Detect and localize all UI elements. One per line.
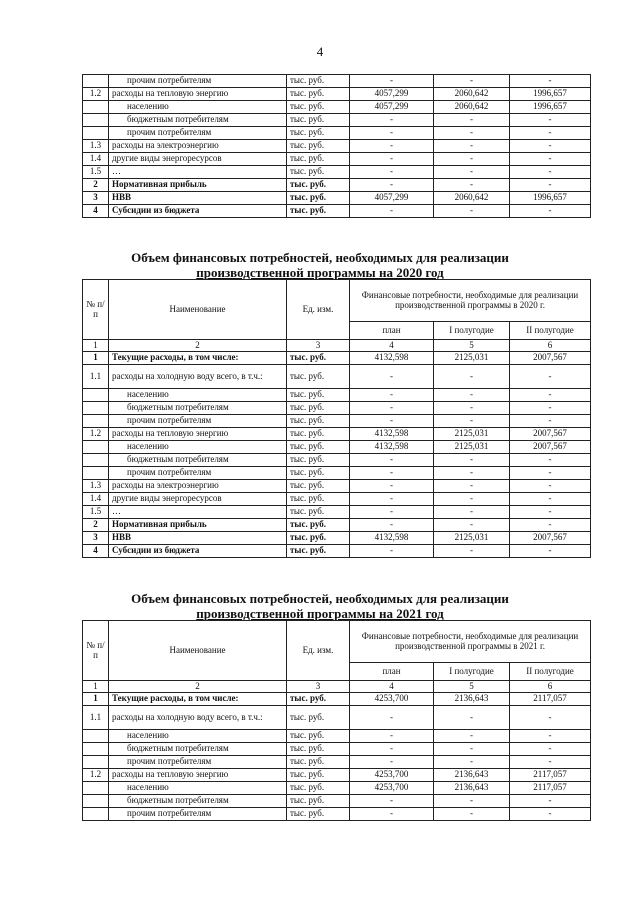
table-row — [83, 75, 591, 88]
cell-name: Текущие расходы, в том числе: — [109, 352, 287, 365]
cell-number — [83, 389, 109, 402]
cell-plan: - — [350, 179, 434, 192]
cell-unit: тыс. руб. — [287, 428, 350, 441]
cell-number: 1.1 — [83, 706, 109, 730]
cell-plan: - — [350, 808, 434, 821]
cell-plan: - — [350, 795, 434, 808]
cell-plan: - — [350, 756, 434, 769]
cell-number: 4 — [83, 545, 109, 558]
table-row — [83, 782, 591, 795]
cell-h1: - — [434, 795, 510, 808]
cell-unit: тыс. руб. — [287, 365, 350, 389]
cell-h1: - — [434, 480, 510, 493]
cell-name: населению — [109, 441, 287, 454]
cell-plan: - — [350, 743, 434, 756]
cell-number: 1.2 — [83, 769, 109, 782]
cell-unit: тыс. руб. — [287, 127, 350, 140]
cell-h1: 2125,031 — [434, 441, 510, 454]
cell-h2: 2007,567 — [510, 441, 591, 454]
cell-unit: тыс. руб. — [287, 389, 350, 402]
cell-unit: тыс. руб. — [287, 795, 350, 808]
cell-name: прочим потребителям — [109, 415, 287, 428]
page-number: 4 — [316, 44, 324, 59]
cell-plan: 4132,598 — [350, 532, 434, 545]
cell-h2: - — [510, 480, 591, 493]
cell-h1: - — [434, 743, 510, 756]
cell-plan: - — [350, 166, 434, 179]
header-name: Наименование — [109, 280, 287, 340]
cell-h1: 2060,642 — [434, 192, 510, 205]
cell-name: населению — [109, 782, 287, 795]
cell-h2: - — [510, 808, 591, 821]
cell-plan: - — [350, 389, 434, 402]
table-row — [83, 693, 591, 706]
cell-number: 2 — [83, 519, 109, 532]
table-row — [83, 532, 591, 545]
cell-h1: - — [434, 127, 510, 140]
header-financial-needs: Финансовые потребности, необходимые для реализации производственной программы в 2021 г. — [350, 621, 591, 663]
cell-unit: тыс. руб. — [287, 480, 350, 493]
section-2021-title — [0, 591, 640, 621]
cell-plan: - — [350, 140, 434, 153]
cell-plan: 4253,700 — [350, 693, 434, 706]
cell-unit: тыс. руб. — [287, 101, 350, 114]
cell-name: прочим потребителям — [109, 127, 287, 140]
cell-h2: - — [510, 114, 591, 127]
header-index: 1 — [83, 340, 109, 352]
header-unit: Ед. изм. — [287, 621, 350, 681]
cell-h2: - — [510, 519, 591, 532]
table-row — [83, 743, 591, 756]
cell-name: прочим потребителям — [109, 467, 287, 480]
cell-number — [83, 795, 109, 808]
title-line: производственной программы на 2021 год — [196, 606, 444, 621]
cell-name: бюджетным потребителям — [109, 454, 287, 467]
table-2021 — [82, 620, 591, 821]
header-index: 4 — [350, 340, 434, 352]
title-line: Объем финансовых потребностей, необходимых для реализации — [131, 250, 509, 265]
cell-h1: 2136,643 — [434, 769, 510, 782]
cell-h1: - — [434, 808, 510, 821]
header-no: № п/п — [83, 280, 109, 340]
cell-number — [83, 441, 109, 454]
cell-h2: 1996,657 — [510, 101, 591, 114]
header-plan: план — [350, 322, 434, 340]
cell-name: … — [109, 166, 287, 179]
cell-unit: тыс. руб. — [287, 532, 350, 545]
cell-name: бюджетным потребителям — [109, 402, 287, 415]
cell-h2: 2117,057 — [510, 769, 591, 782]
cell-plan: - — [350, 545, 434, 558]
cell-number — [83, 415, 109, 428]
cell-number: 1.4 — [83, 153, 109, 166]
cell-name: бюджетным потребителям — [109, 114, 287, 127]
cell-number — [83, 101, 109, 114]
cell-unit: тыс. руб. — [287, 192, 350, 205]
cell-h2: - — [510, 756, 591, 769]
cell-unit: тыс. руб. — [287, 467, 350, 480]
cell-name: населению — [109, 730, 287, 743]
cell-h2: - — [510, 153, 591, 166]
header-unit: Ед. изм. — [287, 280, 350, 340]
cell-number: 1.1 — [83, 365, 109, 389]
table-row — [83, 808, 591, 821]
table-row — [83, 415, 591, 428]
cell-h1: - — [434, 545, 510, 558]
table-row — [83, 205, 591, 218]
cell-h2: 2007,567 — [510, 428, 591, 441]
cell-h1: - — [434, 519, 510, 532]
cell-plan: - — [350, 114, 434, 127]
cell-h2: - — [510, 402, 591, 415]
header-index: 5 — [434, 681, 510, 693]
cell-plan: 4253,700 — [350, 782, 434, 795]
table-row — [83, 769, 591, 782]
table-row — [83, 519, 591, 532]
cell-number: 3 — [83, 192, 109, 205]
cell-number: 1.2 — [83, 88, 109, 101]
cell-number — [83, 808, 109, 821]
cell-plan: - — [350, 365, 434, 389]
table-row — [83, 192, 591, 205]
header-no: № п/п — [83, 621, 109, 681]
header-index: 3 — [287, 681, 350, 693]
cell-plan: - — [350, 415, 434, 428]
cell-name: расходы на электроэнергию — [109, 140, 287, 153]
cell-plan: - — [350, 454, 434, 467]
cell-unit: тыс. руб. — [287, 706, 350, 730]
cell-h1: 2060,642 — [434, 88, 510, 101]
cell-name: … — [109, 506, 287, 519]
cell-unit: тыс. руб. — [287, 743, 350, 756]
table-row — [83, 114, 591, 127]
cell-h1: - — [434, 75, 510, 88]
cell-unit: тыс. руб. — [287, 205, 350, 218]
table-row — [83, 101, 591, 114]
cell-unit: тыс. руб. — [287, 808, 350, 821]
header-index: 2 — [109, 340, 287, 352]
cell-h1: - — [434, 415, 510, 428]
cell-h1: 2125,031 — [434, 532, 510, 545]
cell-h1: - — [434, 493, 510, 506]
table-row — [83, 365, 591, 389]
cell-number: 4 — [83, 205, 109, 218]
cell-plan: - — [350, 730, 434, 743]
table-row — [83, 166, 591, 179]
cell-h2: - — [510, 365, 591, 389]
cell-number — [83, 756, 109, 769]
cell-number: 1.3 — [83, 480, 109, 493]
cell-h2: - — [510, 795, 591, 808]
cell-h2: - — [510, 389, 591, 402]
cell-h1: - — [434, 114, 510, 127]
table-row — [83, 506, 591, 519]
table-row — [83, 153, 591, 166]
cell-h2: - — [510, 75, 591, 88]
cell-h2: - — [510, 166, 591, 179]
cell-unit: тыс. руб. — [287, 114, 350, 127]
cell-unit: тыс. руб. — [287, 782, 350, 795]
cell-name: НВВ — [109, 532, 287, 545]
header-index: 4 — [350, 681, 434, 693]
cell-number — [83, 114, 109, 127]
cell-unit: тыс. руб. — [287, 769, 350, 782]
cell-name: другие виды энергоресурсов — [109, 493, 287, 506]
cell-plan: - — [350, 519, 434, 532]
cell-h2: 1996,657 — [510, 192, 591, 205]
cell-unit: тыс. руб. — [287, 454, 350, 467]
cell-h1: 2060,642 — [434, 101, 510, 114]
cell-h2: - — [510, 506, 591, 519]
cell-unit: тыс. руб. — [287, 493, 350, 506]
cell-unit: тыс. руб. — [287, 153, 350, 166]
cell-h1: - — [434, 756, 510, 769]
header-h2: II полугодие — [510, 322, 591, 340]
cell-unit: тыс. руб. — [287, 402, 350, 415]
cell-unit: тыс. руб. — [287, 506, 350, 519]
cell-unit: тыс. руб. — [287, 441, 350, 454]
header-index: 2 — [109, 681, 287, 693]
cell-name: расходы на холодную воду всего, в т.ч.: — [109, 706, 287, 730]
cell-h1: - — [434, 205, 510, 218]
cell-h2: - — [510, 467, 591, 480]
cell-plan: - — [350, 506, 434, 519]
cell-number — [83, 75, 109, 88]
table-row — [83, 545, 591, 558]
cell-unit: тыс. руб. — [287, 693, 350, 706]
cell-number — [83, 743, 109, 756]
header-h1: I полугодие — [434, 322, 510, 340]
cell-h2: - — [510, 127, 591, 140]
header-financial-needs: Финансовые потребности, необходимые для реализации производственной программы в 2020 г. — [350, 280, 591, 322]
cell-unit: тыс. руб. — [287, 545, 350, 558]
header-index: 3 — [287, 340, 350, 352]
cell-name: населению — [109, 389, 287, 402]
cell-name: Текущие расходы, в том числе: — [109, 693, 287, 706]
title-line: Объем финансовых потребностей, необходимых для реализации — [131, 591, 509, 606]
cell-unit: тыс. руб. — [287, 140, 350, 153]
title-line: производственной программы на 2020 год — [196, 265, 444, 280]
cell-number: 1.5 — [83, 166, 109, 179]
cell-number: 1 — [83, 693, 109, 706]
cell-number — [83, 127, 109, 140]
cell-plan: - — [350, 402, 434, 415]
cell-name: Субсидии из бюджета — [109, 545, 287, 558]
cell-h2: - — [510, 454, 591, 467]
cell-number: 1.3 — [83, 140, 109, 153]
cell-unit: тыс. руб. — [287, 519, 350, 532]
table-row — [83, 480, 591, 493]
cell-h2: - — [510, 493, 591, 506]
header-plan: план — [350, 663, 434, 681]
header-index: 6 — [510, 681, 591, 693]
table-row — [83, 428, 591, 441]
cell-plan: - — [350, 480, 434, 493]
cell-h1: - — [434, 365, 510, 389]
cell-unit: тыс. руб. — [287, 179, 350, 192]
table-row — [83, 88, 591, 101]
cell-name: НВВ — [109, 192, 287, 205]
cell-h2: - — [510, 140, 591, 153]
cell-h1: 2136,643 — [434, 782, 510, 795]
header-index: 1 — [83, 681, 109, 693]
cell-h1: 2125,031 — [434, 352, 510, 365]
cell-plan: 4057,299 — [350, 88, 434, 101]
table-row — [83, 352, 591, 365]
cell-h2: - — [510, 706, 591, 730]
cell-name: расходы на тепловую энергию — [109, 428, 287, 441]
cell-plan: 4132,598 — [350, 352, 434, 365]
cell-number — [83, 467, 109, 480]
cell-unit: тыс. руб. — [287, 730, 350, 743]
cell-number: 1.5 — [83, 506, 109, 519]
cell-h1: - — [434, 506, 510, 519]
header-h2: II полугодие — [510, 663, 591, 681]
cell-name: прочим потребителям — [109, 756, 287, 769]
cell-h2: - — [510, 545, 591, 558]
cell-number — [83, 730, 109, 743]
cell-name: прочим потребителям — [109, 75, 287, 88]
cell-h1: - — [434, 179, 510, 192]
cell-number: 1.2 — [83, 428, 109, 441]
cell-number — [83, 782, 109, 795]
table-row — [83, 467, 591, 480]
cell-plan: - — [350, 153, 434, 166]
cell-name: Нормативная прибыль — [109, 179, 287, 192]
table-row — [83, 706, 591, 730]
cell-number: 2 — [83, 179, 109, 192]
cell-plan: - — [350, 205, 434, 218]
cell-h1: - — [434, 140, 510, 153]
cell-name: другие виды энергоресурсов — [109, 153, 287, 166]
cell-number: 1.4 — [83, 493, 109, 506]
cell-plan: 4057,299 — [350, 101, 434, 114]
table-row — [83, 795, 591, 808]
cell-h2: 2117,057 — [510, 782, 591, 795]
header-index: 6 — [510, 340, 591, 352]
table-continuation — [82, 74, 591, 218]
cell-h1: - — [434, 389, 510, 402]
cell-h1: 2136,643 — [434, 693, 510, 706]
cell-plan: - — [350, 467, 434, 480]
cell-h1: - — [434, 467, 510, 480]
cell-unit: тыс. руб. — [287, 756, 350, 769]
cell-h2: 2007,567 — [510, 532, 591, 545]
cell-h2: - — [510, 730, 591, 743]
cell-h1: - — [434, 706, 510, 730]
header-index: 5 — [434, 340, 510, 352]
cell-plan: - — [350, 706, 434, 730]
cell-name: населению — [109, 101, 287, 114]
table-row — [83, 402, 591, 415]
table-row — [83, 140, 591, 153]
header-name: Наименование — [109, 621, 287, 681]
cell-name: прочим потребителям — [109, 808, 287, 821]
cell-number — [83, 454, 109, 467]
cell-unit: тыс. руб. — [287, 166, 350, 179]
table-row — [83, 127, 591, 140]
table-2020 — [82, 279, 591, 558]
cell-h1: - — [434, 730, 510, 743]
cell-name: расходы на тепловую энергию — [109, 88, 287, 101]
cell-h1: - — [434, 402, 510, 415]
cell-name: Нормативная прибыль — [109, 519, 287, 532]
cell-plan: 4057,299 — [350, 192, 434, 205]
cell-number: 1 — [83, 352, 109, 365]
table-row — [83, 389, 591, 402]
cell-h2: 2117,057 — [510, 693, 591, 706]
table-row — [83, 454, 591, 467]
cell-plan: 4132,598 — [350, 428, 434, 441]
cell-unit: тыс. руб. — [287, 352, 350, 365]
cell-h2: - — [510, 743, 591, 756]
cell-name: бюджетным потребителям — [109, 795, 287, 808]
cell-h2: - — [510, 179, 591, 192]
cell-name: расходы на электроэнергию — [109, 480, 287, 493]
cell-name: расходы на тепловую энергию — [109, 769, 287, 782]
cell-h1: - — [434, 454, 510, 467]
cell-name: Субсидии из бюджета — [109, 205, 287, 218]
header-h1: I полугодие — [434, 663, 510, 681]
cell-plan: - — [350, 493, 434, 506]
cell-h2: - — [510, 205, 591, 218]
cell-unit: тыс. руб. — [287, 75, 350, 88]
cell-plan: 4132,598 — [350, 441, 434, 454]
cell-name: бюджетным потребителям — [109, 743, 287, 756]
cell-plan: - — [350, 75, 434, 88]
cell-plan: - — [350, 127, 434, 140]
table-row — [83, 493, 591, 506]
table-row — [83, 179, 591, 192]
cell-h2: 2007,567 — [510, 352, 591, 365]
cell-h1: 2125,031 — [434, 428, 510, 441]
cell-unit: тыс. руб. — [287, 88, 350, 101]
cell-h2: - — [510, 415, 591, 428]
cell-number: 3 — [83, 532, 109, 545]
table-row — [83, 441, 591, 454]
table-row — [83, 730, 591, 743]
cell-number — [83, 402, 109, 415]
cell-h1: - — [434, 166, 510, 179]
cell-h1: - — [434, 153, 510, 166]
cell-h2: 1996,657 — [510, 88, 591, 101]
cell-unit: тыс. руб. — [287, 415, 350, 428]
section-2020-title — [0, 250, 640, 280]
cell-name: расходы на холодную воду всего, в т.ч.: — [109, 365, 287, 389]
cell-plan: 4253,700 — [350, 769, 434, 782]
table-row — [83, 756, 591, 769]
